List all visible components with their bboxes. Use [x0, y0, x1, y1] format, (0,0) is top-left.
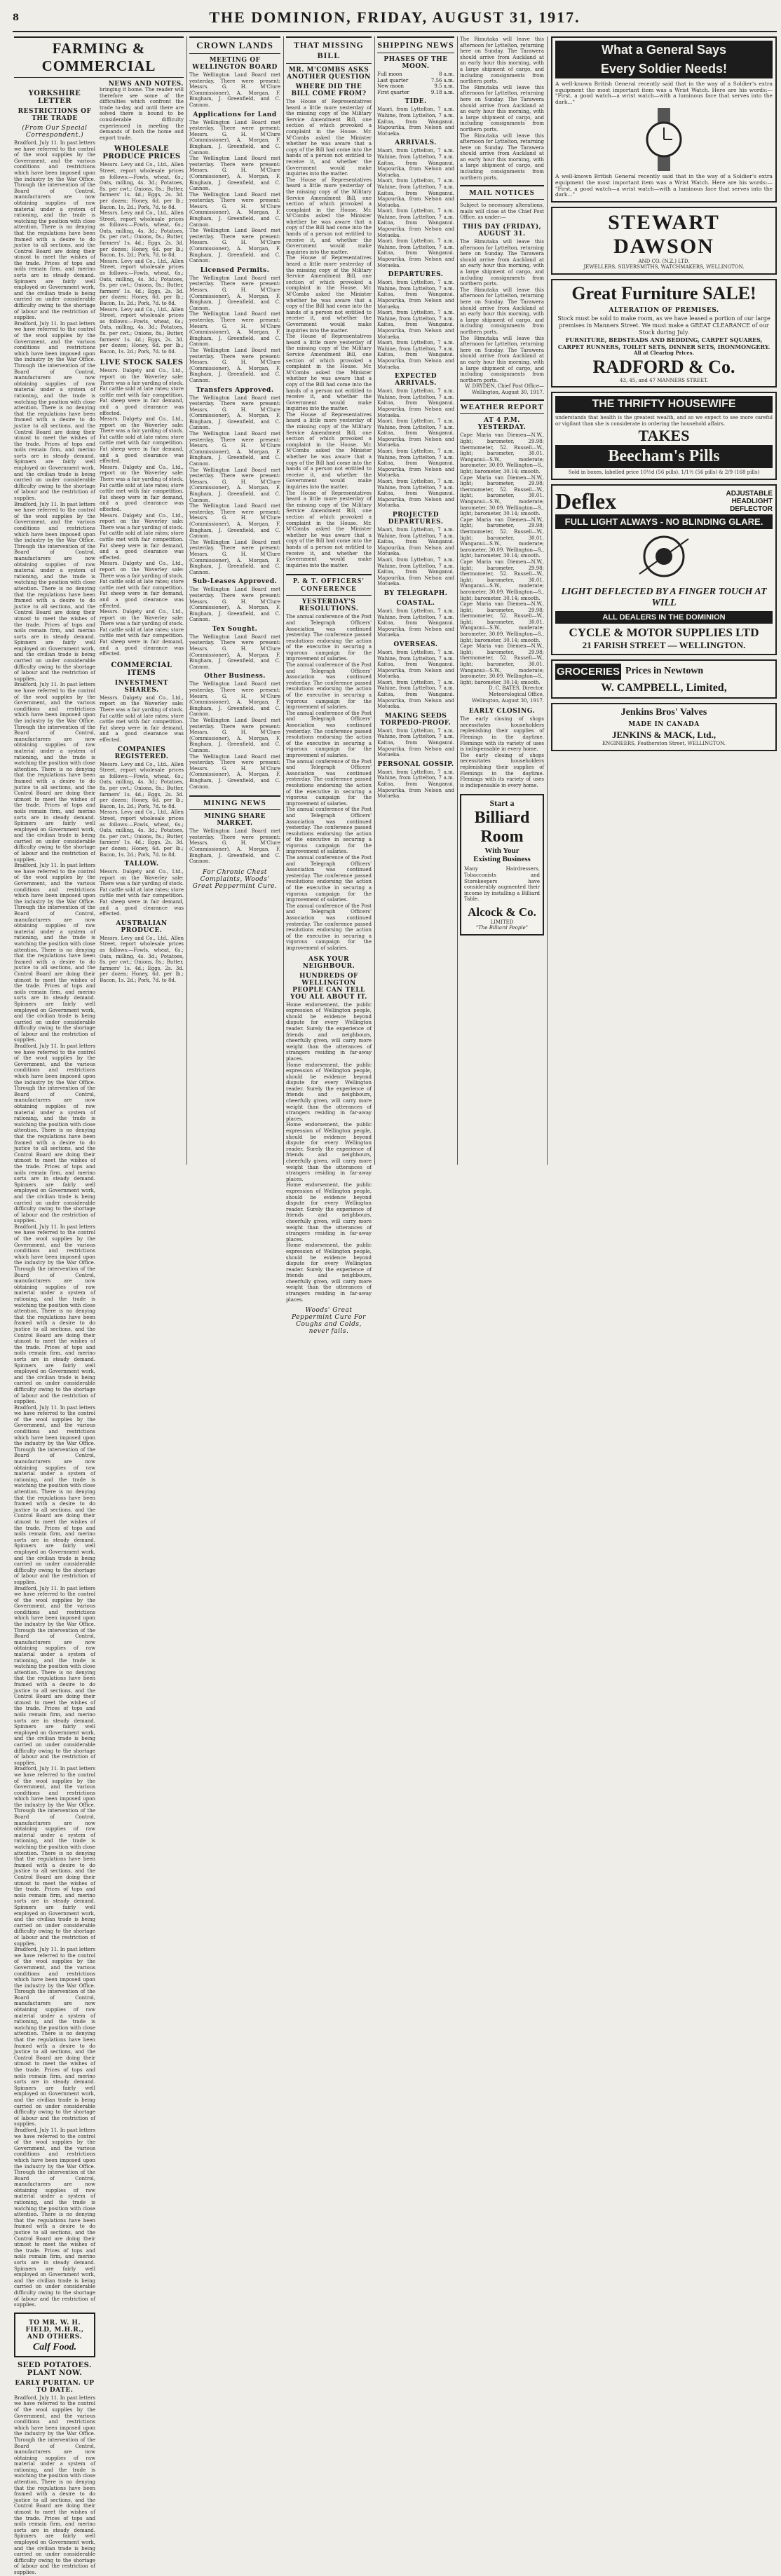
article-body: The Wellington Land Board met yesterday. There were present: Messrs. G. H. M'Clure (Commissioner), A. Morgan, F. Bingham, J. Greenfield, and C. Cannon. [189, 72, 280, 108]
article-body: Messrs. Levy and Co., Ltd., Allen Street, report wholesale prices as follows:—Fowls, wheat, 6s.; Oats, milling, 4s. 3d.; Potatoes, 8s. per cwt.; Onions, 8s.; Butter, farmers' 1s. 4d.; Eggs, 2s. 3d. per dozen; Honey, 6d. per lb.; Bacon, 1s. 2d.; Pork, 7d. to 8d. [100, 258, 184, 306]
article-body: The Wellington Land Board met yesterday. There were present: Messrs. G. H. M'Clure (Commissioner), A. Morgan, F. Bingham, J. Greenfield, and C. Cannon. [189, 467, 280, 503]
article-body: The Rimutaka will leave this afternoon for Lyttelton, returning here on Sunday. The Tarawera should arrive from Auckland at an early hour this morning, with a large shipment of cargo, and including consignments from northern ports. [460, 36, 544, 85]
article-subhead: MAKING SEEDS TORPEDO-PROOF. [380, 712, 451, 727]
article-body: Bradford, July 11. In past letters we have referred to the control of the wool supplies by the Government, and the various conditions and restrictions which have been imposed upon the industry by the War Office. Through the intervention of the Board of Control, manufacturers are now obtaining supplies of raw material under a system of rationing, and the trade is watching the position with close attention. There is no denying that the regulations have been framed with a desire to do justice to all sections, and the Control Board are doing their utmost to meet the wishes of the trade. Prices of tops and noils remain firm, and merino sorts are in steady demand. Spinners are fairly well employed on Government work, and the civilian trade is being carried on under considerable difficulty owing to the shortage of labour and the restriction of supplies. [14, 320, 95, 502]
article-body: The House of Representatives heard a little more yesterday of the missing copy of the Military Service Amendment Bill, one section of which provoked a complaint in the House. Mr. M'Combs asked the Minister whether he was aware that a copy of the Bill had come into the hands of a person not entitled to receive it, and whether the Government would make inquiries into the matter. [286, 255, 372, 334]
advertisement-column [551, 36, 777, 1165]
article-subhead: INVESTMENT SHARES. [114, 679, 169, 694]
article-body: The Wellington Land Board met yesterday. There were present: Messrs. G. H. M'Clure (Commissioner), A. Morgan, F. Bingham, J. Greenfield, and C. Cannon. [189, 156, 280, 192]
article-body: The Rimutaka will leave this afternoon for Lyttelton, returning here on Sunday. The Tarawera should arrive from Auckland at an early hour this morning, with a large shipment of cargo, and including consignments from northern ports. [460, 287, 544, 335]
article-body: Bradford, July 11. In past letters we have referred to the control of the wool supplies by the Government, and the various conditions and restrictions which have been imposed upon the industry by the War Office. Through the intervention of the Board of Control, manufacturers are now obtaining supplies of raw material under a system of rationing, and the trade is watching the position with close attention. There is no denying that the regulations have been framed with a desire to do justice to all sections, and the Control Board are doing their utmost to meet the wishes of the trade. Prices of tops and noils remain firm, and merino sorts are in steady demand. Spinners are fairly well employed on Government work, and the civilian trade is being carried on under considerable difficulty owing to the shortage of labour and the restriction of supplies. [14, 140, 95, 321]
article-body: The annual conference of the Post and Telegraph Officers' Association was continued yesterday. The conference passed resolutions endorsing the action of the executive in securing a vigorous campaign for the improvement of salaries. [286, 855, 372, 903]
ad-heading: SEED POTATOES. PLANT NOW. [17, 2361, 93, 2377]
groceries-ad: GROCERIES Prices in Newtown W. CAMPBELL, Limited, [551, 659, 777, 699]
signoff: D. C. BATES, Director. Meteorological Office, Wellington, August 30, 1917. [471, 685, 544, 704]
article-body: Maori, from Lyttelton, 7 a.m. Wahine, from Lyttelton, 7 a.m. Kaitoa, from Wanganui. Mapourika, from Nelson and Motueka. [377, 556, 454, 587]
article-body: Bradford, July 11. In past letters we have referred to the control of the wool supplies by the Government, and the various conditions and restrictions which have been imposed upon the industry by the War Office. Through the intervention of the Board of Control, manufacturers are now obtaining supplies of raw material under a system of rationing, and the trade is watching the position with close attention. There is no denying that the regulations have been framed with a desire to do justice to all sections, and the Control Board are doing their utmost to meet the wishes of the trade. Prices of tops and noils remain firm, and merino sorts are in steady demand. Spinners are fairly well employed on Government work, and the civilian trade is being carried on under considerable difficulty owing to the shortage of labour and the restriction of supplies. [14, 1947, 95, 2128]
article-body: The Rimutaka will leave this afternoon for Lyttelton, returning here on Sunday. The Tarawera should arrive from Auckland at an early hour this morning, with a large shipment of cargo, and including consignments from northern ports. [460, 84, 544, 132]
article-body: Messrs. Dalgety and Co., Ltd., report on the Waverley sale: There was a fair yarding of stock. Fat cattle sold at late rates; store cattle met with fair competition. Fat sheep were in fair demand, and a good clearance was effected. [100, 416, 184, 465]
ad-heading: TO MR. W. H. FIELD, M.H.R., AND OTHERS. [25, 2319, 84, 2341]
article-body: Maori, from Lyttelton, 7 a.m. Wahine, from Lyttelton, 7 a.m. Kaitoa, from Wanganui. Mapourika, from Nelson and Motueka. [377, 527, 454, 557]
article-body: The Rimutaka will leave this afternoon for Lyttelton, returning here on Sunday. The Tarawera should arrive from Auckland at an early hour this morning, with a large shipment of cargo, and including consignments from northern ports. [460, 239, 544, 287]
signoff: W. DRYDEN, Chief Post Office—Wellington, August 30, 1917. [465, 383, 544, 395]
article-headline: LIVE STOCK SALES [100, 359, 184, 367]
article-body: Home endorsement, the public expression of Wellington people, should be evidence beyond dispute for every Wellington reader. Surely the experience of friends and neighbours, cheerfully given, will carry more weight than the utterances of strangers residing in far-away places. [286, 1001, 372, 1062]
article-headline: WHOLESALE PRODUCE PRICES [102, 145, 181, 161]
article-body: Maori, from Lyttelton, 7 a.m. Wahine, from Lyttelton, 7 a.m. Kaitoa, from Wanganui. Mapourika, from Nelson and Motueka. [377, 479, 454, 509]
moon-phase-row: Last quarter 7.56 a.m. [377, 77, 454, 83]
article-body: Bradford, July 11. In past letters we have referred to the control of the wool supplies by the Government, and the various conditions and restrictions which have been imposed upon the industry by the War Office. Through the intervention of the Board of Control, manufacturers are now obtaining supplies of raw material under a system of rationing, and the trade is watching the position with close attention. There is no denying that the regulations have been framed with a desire to do justice to all sections, and the Control Board are doing their utmost to meet the wishes of the trade. Prices of tops and noils remain firm, and merino sorts are in steady demand. Spinners are fairly well employed on Government work, and the civilian trade is being carried on under considerable difficulty owing to the shortage of labour and the restriction of supplies. [14, 1404, 95, 1585]
article-subhead: Applications for Land [193, 111, 277, 118]
article-body: Cape Maria van Diemen—N.W., light; barometer, 29.98; thermometer, 52. Russell—W., light; barometer, 30.01. Wanganui—S.W., moderate; barometer, 30.09. Wellington—S., light; barometer, 30.14; smooth. [460, 559, 544, 601]
masthead [13, 4, 777, 32]
article-body: Messrs. Levy and Co., Ltd., Allen Street, report wholesale prices as follows:—Fowls, wheat, 6s.; Oats, milling, 4s. 3d.; Potatoes, 8s. per cwt.; Onions, 8s.; Butter, farmers' 1s. 4d.; Eggs, 2s. 3d. per dozen; Honey, 6d. per lb.; Bacon, 1s. 2d.; Pork, 7d. to 8d. [100, 935, 184, 983]
article-subhead: EARLY CLOSING. [468, 708, 536, 715]
article-subhead: OVERSEAS. [393, 640, 438, 648]
section-heading: MINING NEWS [189, 795, 280, 810]
article-subhead: AUSTRALIAN PRODUCE. [116, 919, 168, 934]
article-subhead: YESTERDAY'S RESOLUTIONS. [299, 598, 359, 613]
article-headline: COMMERCIAL ITEMS [111, 661, 172, 677]
page-number: 8 [13, 12, 20, 23]
column-rule [547, 36, 548, 1165]
crown-lands-column [189, 36, 280, 1165]
column-rule [283, 36, 284, 1165]
wristwatch-icon [639, 108, 688, 171]
article-body: Maori, from Lyttelton, 7 a.m. Wahine, from Lyttelton, 7 a.m. Kaitoa, from Wanganui. Mapourika, from Nelson and Motueka. [377, 388, 454, 418]
article-subhead: HUNDREDS OF WELLINGTON PEOPLE CAN TELL YOU ALL ABOUT IT. [290, 972, 367, 1001]
article-body: The Wellington Land Board met yesterday. There were present: Messrs. G. H. M'Clure (Commissioner), A. Morgan, F. Bingham, J. Greenfield, and C. Cannon. [189, 275, 280, 311]
article-body: Messrs. Dalgety and Co., Ltd., report on the Waverley sale: There was a fair yarding of stock. Fat cattle sold at late rates; store cattle met with fair competition. Fat sheep were in fair demand, and a good clearance was effected. [100, 368, 184, 416]
calf-food-ad: TO MR. W. H. FIELD, M.H.R., AND OTHERS. Calf Food. [14, 2313, 95, 2357]
article-headline: ASK YOUR NEIGHBOUR. [302, 955, 355, 970]
article-body: Messrs. Dalgety and Co., Ltd., report on the Waverley sale: There was a fair yarding of stock. Fat cattle sold at late rates; store cattle met with fair competition. Fat sheep were in fair demand, and a good clearance was effected. [100, 694, 184, 743]
article-body: Maori, from Lyttelton, 7 a.m. Wahine, from Lyttelton, 7 a.m. Kaitoa, from Wanganui. Mapourika, from Nelson and Motueka. [377, 280, 454, 310]
article-subhead: MR. M'COMBS ASKS ANOTHER QUESTION [287, 67, 371, 81]
article-body: Maori, from Lyttelton, 7 a.m. Wahine, from Lyttelton, 7 a.m. Kaitoa, from Wanganui. Mapourika, from Nelson and Motueka. [377, 649, 454, 680]
article-body: Bradford, July 11. In past letters we have referred to the control of the wool supplies by the Government, and the various conditions and restrictions which have been imposed upon the industry by the War Office. Through the intervention of the Board of Control, manufacturers are now obtaining supplies of raw material under a system of rationing, and the trade is watching the position with close attention. There is no denying that the regulations have been framed with a desire to do justice to all sections, and the Control Board are doing their utmost to meet the wishes of the trade. Prices of tops and noils remain firm, and merino sorts are in steady demand. Spinners are fairly well employed on Government work, and the civilian trade is being carried on under considerable difficulty owing to the shortage of labour and the restriction of supplies. [14, 1585, 95, 1766]
section-heading: THAT MISSING BILL [286, 36, 372, 64]
headlight-icon [625, 532, 702, 581]
article-body: The House of Representatives heard a little more yesterday of the missing copy of the Military Service Amendment Bill, one section of which provoked a complaint in the House. Mr. M'Combs asked the Minister whether he was aware that a copy of the Bill had come into the hands of a person not entitled to receive it, and whether the Government would make inquiries into the matter. [286, 99, 372, 177]
byline: (From Our Special Correspondent.) [22, 125, 88, 139]
article-body: The annual conference of the Post and Telegraph Officers' Association was continued yesterday. The conference passed resolutions endorsing the action of the executive in securing a vigorous campaign for the improvement of salaries. [286, 614, 372, 662]
beechams-pills-ad: THE THRIFTY HOUSEWIFE understands that health is the greatest wealth, and so we expect to see more careful or vigilant than she is considerate in ordering the household affairs. TAKES Beecham's Pills Sold in boxes, labelled price 10½d (56 pills), 1/1½ (56 pills) & 2/9 (168 pills) [551, 392, 777, 480]
article-body: The Wellington Land Board met yesterday. There were present: Messrs. G. H. M'Clure (Commissioner), A. Morgan, F. Bingham, J. Greenfield, and C. Cannon. [189, 119, 280, 156]
article-body: Maori, from Lyttelton, 7 a.m. Wahine, from Lyttelton, 7 a.m. Kaitoa, from Wanganui. Mapourika, from Nelson and Motueka. [377, 418, 454, 448]
billiard-ad: Start a Billiard Room With Your Existing Business Many Hairdressers, Tobacconists and Storekeepers have considerably augmented their income by installing a Billiard Table. Alcock & Co. LIMITED "The Billiard People" [460, 794, 544, 936]
article-body: The annual conference of the Post and Telegraph Officers' Association was continued yesterday. The conference passed resolutions endorsing the action of the executive in securing a vigorous campaign for the improvement of salaries. [286, 662, 372, 711]
article-body: The Wellington Land Board met yesterday. There were present: Messrs. G. H. M'Clure (Commissioner), A. Morgan, F. Bingham, J. Greenfield, and C. Cannon. [189, 587, 280, 623]
moon-phase-row: Full moon 8 a.m. [377, 71, 454, 77]
article-body: Maori, from Lyttelton, 7 a.m. Wahine, from Lyttelton, 7 a.m. Kaitoa, from Wanganui. Mapourika, from Nelson and Motueka. [377, 310, 454, 340]
article-body: The Wellington Land Board met yesterday. There were present: Messrs. G. H. M'Clure (Commissioner), A. Morgan, F. Bingham, J. Greenfield, and C. Cannon. [189, 311, 280, 348]
article-body: Home endorsement, the public expression of Wellington people, should be evidence beyond dispute for every Wellington reader. Surely the experience of friends and neighbours, cheerfully given, will carry more weight than the utterances of strangers residing in far-away places. [286, 1242, 372, 1303]
article-body: Home endorsement, the public expression of Wellington people, should be evidence beyond dispute for every Wellington reader. Surely the experience of friends and neighbours, cheerfully given, will carry more weight than the utterances of strangers residing in far-away places. [286, 1122, 372, 1182]
article-body: The Wellington Land Board met yesterday. There were present: Messrs. G. H. M'Clure (Commissioner), A. Morgan, F. Bingham, J. Greenfield, and C. Cannon. [189, 503, 280, 540]
article-subhead: AT 4 P.M. YESTERDAY. [477, 417, 527, 432]
article-subhead: COMPANIES REGISTERED. [114, 746, 169, 760]
article-subhead: PROJECTED DEPARTURES. [388, 512, 444, 526]
article-body: Cape Maria van Diemen—N.W., light; barometer, 29.98; thermometer, 52. Russell—W., light; barometer, 30.01. Wanganui—S.W., moderate; barometer, 30.09. Wellington—S., light; barometer, 30.14; smooth. [460, 601, 544, 643]
article-body: Cape Maria van Diemen—N.W., light; barometer, 29.98; thermometer, 52. Russell—W., light; barometer, 30.01. Wanganui—S.W., moderate; barometer, 30.09. Wellington—S., light; barometer, 30.14; smooth. [460, 643, 544, 685]
moon-phase-row: New moon 9.5 a.m. [377, 83, 454, 90]
article-body: The Wellington Land Board met yesterday. There were present: Messrs. G. H. M'Clure (Commissioner), A. Morgan, F. Bingham, J. Greenfield, and C. Cannon. [189, 828, 280, 865]
article-body: Home endorsement, the public expression of Wellington people, should be evidence beyond dispute for every Wellington reader. Surely the experience of friends and neighbours, cheerfully given, will carry more weight than the utterances of strangers residing in far-away places. [286, 1062, 372, 1122]
shipping-news-column [377, 36, 454, 1165]
stewart-dawson-ad: STEWART DAWSON AND CO. (N.Z.) LTD. JEWELLERS, SILVERSMITHS, WATCHMAKERS, WELLINGTON. [551, 207, 777, 275]
article-body: Bradford, July 11. In past letters we have referred to the control of the wool supplies by the Government, and the various conditions and restrictions which have been imposed upon the industry by the War Office. Through the intervention of the Board of Control, manufacturers are now obtaining supplies of raw material under a system of rationing, and the trade is watching the position with close attention. There is no denying that the regulations have been framed with a desire to do justice to all sections, and the Control Board are doing their utmost to meet the wishes of the trade. Prices of tops and noils remain firm, and merino sorts are in steady demand. Spinners are fairly well employed on Government work, and the civilian trade is being carried on under considerable difficulty owing to the shortage of labour and the restriction of supplies. [14, 2395, 95, 2575]
article-subhead: Licensed Permits. [200, 266, 270, 274]
article-subhead: THIS DAY (FRIDAY), AUGUST 31. [462, 224, 542, 238]
article-body: Maori, from Lyttelton, 7 a.m. Wahine, from Lyttelton, 7 a.m. Kaitoa, from Wanganui. Mapourika, from Nelson and Motueka. [377, 448, 454, 479]
article-body: The House of Representatives heard a little more yesterday of the missing copy of the Military Service Amendment Bill, one section of which provoked a complaint in the House. Mr. M'Combs asked the Minister whether he was aware that a copy of the Bill had come into the hands of a person not entitled to receive it, and whether the Government would make inquiries into the matter. [286, 411, 372, 490]
section-heading: FARMING & COMMERCIAL [14, 36, 184, 78]
article-body: Bradford, July 11. In past letters we have referred to the control of the wool supplies by the Government, and the various conditions and restrictions which have been imposed upon the industry by the War Office. Through the intervention of the Board of Control, manufacturers are now obtaining supplies of raw material under a system of rationing, and the trade is watching the position with close attention. There is no denying that the regulations have been framed with a desire to do justice to all sections, and the Control Board are doing their utmost to meet the wishes of the trade. Prices of tops and noils remain firm, and merino sorts are in steady demand. Spinners are fairly well employed on Government work, and the civilian trade is being carried on under considerable difficulty owing to the shortage of labour and the restriction of supplies. [14, 1043, 95, 1224]
article-body: The House of Representatives heard a little more yesterday of the missing copy of the Military Service Amendment Bill, one section of which provoked a complaint in the House. Mr. M'Combs asked the Minister whether he was aware that a copy of the Bill had come into the hands of a person not entitled to receive it, and whether the Government would make inquiries into the matter. [286, 334, 372, 412]
article-body: Bradford, July 11. In past letters we have referred to the control of the wool supplies by the Government, and the various conditions and restrictions which have been imposed upon the industry by the War Office. Through the intervention of the Board of Control, manufacturers are now obtaining supplies of raw material under a system of rationing, and the trade is watching the position with close attention. There is no denying that the regulations have been framed with a desire to do justice to all sections, and the Control Board are doing their utmost to meet the wishes of the trade. Prices of tops and noils remain firm, and merino sorts are in steady demand. Spinners are fairly well employed on Government work, and the civilian trade is being carried on under considerable difficulty owing to the shortage of labour and the restriction of supplies. [14, 2127, 95, 2308]
article-body: Messrs. Dalgety and Co., Ltd., report on the Waverley sale: There was a fair yarding of stock. Fat cattle sold at late rates; store cattle met with fair competition. Fat sheep were in fair demand, and a good clearance was effected. [100, 561, 184, 609]
article-body: Messrs. Dalgety and Co., Ltd., report on the Waverley sale: There was a fair yarding of stock. Fat cattle sold at late rates; store cattle met with fair competition. Fat sheep were in fair demand, and a good clearance was effected. [100, 512, 184, 561]
mail-weather-column [460, 36, 544, 1165]
article-body: Messrs. Levy and Co., Ltd., Allen Street, report wholesale prices as follows:—Fowls, wheat, 6s.; Oats, milling, 4s. 3d.; Potatoes, 8s. per cwt.; Onions, 8s.; Butter, farmers' 1s. 4d.; Eggs, 2s. 3d. per dozen; Honey, 6d. per lb.; Bacon, 1s. 2d.; Pork, 7d. to 8d. [100, 809, 184, 858]
article-subhead: Sub-Leases Approved. [192, 578, 278, 586]
article-subhead: Tex Sought. [212, 625, 258, 633]
article-subhead: RESTRICTIONS OF THE TRADE [18, 108, 92, 122]
article-body: The Wellington Land Board met yesterday. There were present: Messrs. G. H. M'Clure (Commissioner), A. Morgan, F. Bingham, J. Greenfield, and C. Cannon. [189, 228, 280, 264]
article-body: Maori, from Lyttelton, 7 a.m. Wahine, from Lyttelton, 7 a.m. Kaitoa, from Wanganui. Mapourika, from Nelson and Motueka. [377, 107, 454, 137]
article-body: Messrs. Levy and Co., Ltd., Allen Street, report wholesale prices as follows:—Fowls, wheat, 6s.; Oats, milling, 4s. 3d.; Potatoes, 8s. per cwt.; Onions, 8s.; Butter, farmers' 1s. 4d.; Eggs, 2s. 3d. per dozen; Honey, 6d. per lb.; Bacon, 1s. 2d.; Pork, 7d. to 8d. [100, 162, 184, 210]
wrist-watch-ad: What a General Says Every Soldier Needs! A well-known British General recently said that in the way of a Soldier's extra equipment the most important item was a Wrist Watch. Here are his words:— "First, a good watch—a wrist watch—with a luminous face that serves into the dark..." A well-known British General recently said that in the way of a Soldier's extra equipment the most important item was a Wrist Watch. Here are his words:— "First, a good watch—a wrist watch—with a luminous face that serves into the dark..." [551, 36, 777, 203]
article-headline: YORKSHIRE LETTER [28, 90, 81, 105]
article-subhead: TIDE. [405, 98, 427, 106]
moon-phase-row: First quarter 9.18 a.m. [377, 89, 454, 95]
article-body: Cape Maria van Diemen—N.W., light; barometer, 29.98; thermometer, 52. Russell—W., light; barometer, 30.01. Wanganui—S.W., moderate; barometer, 30.09. Wellington—S., light; barometer, 30.14; smooth. [460, 516, 544, 559]
article-body: Maori, from Lyttelton, 7 a.m. Wahine, from Lyttelton, 7 a.m. Kaitoa, from Wanganui. Mapourika, from Nelson and Motueka. [377, 208, 454, 238]
newspaper-title: THE DOMINION, FRIDAY, AUGUST 31, 1917. [209, 8, 580, 26]
article-body: Maori, from Lyttelton, 7 a.m. Wahine, from Lyttelton, 7 a.m. Kaitoa, from Wanganui. Mapourika, from Nelson and Motueka. [377, 178, 454, 208]
article-subhead: WHERE DID THE BILL COME FROM? [291, 83, 367, 97]
article-body: The annual conference of the Post and Telegraph Officers' Association was continued yesterday. The conference passed resolutions endorsing the action of the executive in securing a vigorous campaign for the improvement of salaries. [286, 903, 372, 951]
article-body: Maori, from Lyttelton, 7 a.m. Wahine, from Lyttelton, 7 a.m. Kaitoa, from Wanganui. Mapourika, from Nelson and Motueka. [377, 727, 454, 758]
article-body: The Wellington Land Board met yesterday. There were present: Messrs. G. H. M'Clure (Commissioner), A. Morgan, F. Bingham, J. Greenfield, and C. Cannon. [189, 191, 280, 228]
article-body: The early closing of shops necessitates householders replenishing their supplies of Flemings in the daytime. Flemings with its variety of uses is indispensable in every home. [460, 752, 544, 788]
article-body: Bradford, July 11. In past letters we have referred to the control of the wool supplies by the Government, and the various conditions and restrictions which have been imposed upon the industry by the War Office. Through the intervention of the Board of Control, manufacturers are now obtaining supplies of raw material under a system of rationing, and the trade is watching the position with close attention. There is no denying that the regulations have been framed with a desire to do justice to all sections, and the Control Board are doing their utmost to meet the wishes of the trade. Prices of tops and noils remain firm, and merino sorts are in steady demand. Spinners are fairly well employed on Government work, and the civilian trade is being carried on under considerable difficulty owing to the shortage of labour and the restriction of supplies. [14, 682, 95, 863]
article-subhead: TALLOW. [124, 861, 159, 868]
column-rule [457, 36, 458, 1165]
article-subhead: COASTAL. [396, 599, 435, 607]
article-body: The Wellington Land Board met yesterday. There were present: Messrs. G. H. M'Clure (Commissioner), A. Morgan, F. Bingham, J. Greenfield, and C. Cannon. [189, 753, 280, 790]
article-body: Maori, from Lyttelton, 7 a.m. Wahine, from Lyttelton, 7 a.m. Kaitoa, from Wanganui. Mapourika, from Nelson and Motueka. [377, 238, 454, 268]
article-body: Maori, from Lyttelton, 7 a.m. Wahine, from Lyttelton, 7 a.m. Kaitoa, from Wanganui. Mapourika, from Nelson and Motueka. [377, 769, 454, 800]
produce-column [100, 87, 184, 1215]
article-body: The Wellington Land Board met yesterday. There were present: Messrs. G. H. M'Clure (Commissioner), A. Morgan, F. Bingham, J. Greenfield, and C. Cannon. [189, 539, 280, 575]
article-body: Messrs. Levy and Co., Ltd., Allen Street, report wholesale prices as follows:—Fowls, wheat, 6s.; Oats, milling, 4s. 3d.; Potatoes, 8s. per cwt.; Onions, 8s.; Butter, farmers' 1s. 4d.; Eggs, 2s. 3d. per dozen; Honey, 6d. per lb.; Bacon, 1s. 2d.; Pork, 7d. to 8d. [100, 306, 184, 355]
article-body: The Wellington Land Board met yesterday. There were present: Messrs. G. H. M'Clure (Commissioner), A. Morgan, F. Bingham, J. Greenfield, and C. Cannon. [189, 431, 280, 467]
article-subhead: DEPARTURES. [388, 271, 444, 279]
article-body: Home endorsement, the public expression of Wellington people, should be evidence beyond dispute for every Wellington reader. Surely the experience of friends and neighbours, cheerfully given, will carry more weight than the utterances of strangers residing in far-away places. [286, 1182, 372, 1242]
article-body: The Wellington Land Board met yesterday. There were present: Messrs. G. H. M'Clure (Commissioner), A. Morgan, F. Bingham, J. Greenfield, and C. Cannon. [189, 681, 280, 718]
article-body: The Wellington Land Board met yesterday. There were present: Messrs. G. H. M'Clure (Commissioner), A. Morgan, F. Bingham, J. Greenfield, and C. Cannon. [189, 395, 280, 431]
advert-line: Woods' Great Peppermint Cure For Coughs and Colds, never fails. [292, 1307, 366, 1336]
article-body: The annual conference of the Post and Telegraph Officers' Association was continued yesterday. The conference passed resolutions endorsing the action of the executive in securing a vigorous campaign for the improvement of salaries. [286, 710, 372, 758]
section-heading: SHIPPING NEWS [377, 36, 454, 53]
article-body: Messrs. Levy and Co., Ltd., Allen Street, report wholesale prices as follows:—Fowls, wheat, 6s.; Oats, milling, 4s. 3d.; Potatoes, 8s. per cwt.; Onions, 8s.; Butter, farmers' 1s. 4d.; Eggs, 2s. 3d. per dozen; Honey, 6d. per lb.; Bacon, 1s. 2d.; Pork, 7d. to 8d. [100, 761, 184, 809]
article-body: The Rimutaka will leave this afternoon for Lyttelton, returning here on Sunday. The Tarawera should arrive from Auckland at an early hour this morning, with a large shipment of cargo, and including consignments from northern ports. [460, 335, 544, 383]
section-heading: CROWN LANDS [189, 36, 280, 54]
article-body: The early closing of shops necessitates householders replenishing their supplies of Flemings in the daytime. Flemings with its variety of uses is indispensable in every home. [460, 716, 544, 753]
advert-line: For Chronic Chest Complaints, Woods' Great Peppermint Cure. [192, 868, 278, 890]
article-body: The Wellington Land Board met yesterday. There were present: Messrs. G. H. M'Clure (Commissioner), A. Morgan, F. Bingham, J. Greenfield, and C. Cannon. [189, 633, 280, 670]
yorkshire-letter-column [14, 87, 95, 2575]
article-subhead: PHASES OF THE MOON. [383, 56, 448, 70]
article-subhead: ARRIVALS. [395, 139, 437, 147]
section-heading: WEATHER REPORT [460, 399, 544, 414]
article-subhead: EXPECTED ARRIVALS. [395, 373, 437, 388]
article-body: Messrs. Dalgety and Co., Ltd., report on the Waverley sale: There was a fair yarding of stock. Fat cattle sold at late rates; store cattle met with fair competition. Fat sheep were in fair demand, and a good clearance was effected. [100, 869, 184, 917]
article-body: Maori, from Lyttelton, 7 a.m. Wahine, from Lyttelton, 7 a.m. Kaitoa, from Wanganui. Mapourika, from Nelson and Motueka. [377, 679, 454, 710]
furniture-sale-ad: Great Furniture SALE! ALTERATION OF PREMISES. Stock must be sold to make room, as we have leased a portion of our large premises in Manners Street. We must make a GREAT CLEARANCE of our Stock during July. FURNITURE, BEDSTEADS AND BEDDING, CARPET SQUARES, CARPET RUNNERS, TOILET SETS, DINNER SETS, IRONMONGERY. All at Clearing Prices. RADFORD & Co. 43, 45, and 47 MANNERS STREET. [551, 279, 777, 388]
article-body: The annual conference of the Post and Telegraph Officers' Association was continued yesterday. The conference passed resolutions endorsing the action of the executive in securing a vigorous campaign for the improvement of salaries. [286, 807, 372, 855]
column-rule [374, 36, 375, 1165]
article-subhead: PERSONAL GOSSIP. [377, 760, 454, 768]
article-body: bringing it home. The reader will therefore see some of the difficulties which confront the trade to-day, and until there are solved there is bound to be considerable difficulty experienced in meeting the demands of both the home and export trade. [100, 87, 184, 141]
article-body: Messrs. Dalgety and Co., Ltd., report on the Waverley sale: There was a fair yarding of stock. Fat cattle sold at late rates; store cattle met with fair competition. Fat sheep were in fair demand, and a good clearance was effected. [100, 609, 184, 657]
missing-bill-column [286, 36, 372, 1336]
article-subhead: Transfers Approved. [196, 386, 274, 394]
article-subhead: MINING SHARE MARKET. [204, 813, 266, 828]
article-body: The House of Representatives heard a little more yesterday of the missing copy of the Military Service Amendment Bill, one section of which provoked a complaint in the House. Mr. M'Combs asked the Minister whether he was aware that a copy of the Bill had come into the hands of a person not entitled to receive it, and whether the Government would make inquiries into the matter. [286, 177, 372, 255]
section-heading: MAIL NOTICES [460, 185, 544, 200]
article-body: Bradford, July 11. In past letters we have referred to the control of the wool supplies by the Government, and the various conditions and restrictions which have been imposed upon the industry by the War Office. Through the intervention of the Board of Control, manufacturers are now obtaining supplies of raw material under a system of rationing, and the trade is watching the position with close attention. There is no denying that the regulations have been framed with a desire to do justice to all sections, and the Control Board are doing their utmost to meet the wishes of the trade. Prices of tops and noils remain firm, and merino sorts are in steady demand. Spinners are fairly well employed on Government work, and the civilian trade is being carried on under considerable difficulty owing to the shortage of labour and the restriction of supplies. [14, 1224, 95, 1405]
article-body: Bradford, July 11. In past letters we have referred to the control of the wool supplies by the Government, and the various conditions and restrictions which have been imposed upon the industry by the War Office. Through the intervention of the Board of Control, manufacturers are now obtaining supplies of raw material under a system of rationing, and the trade is watching the position with close attention. There is no denying that the regulations have been framed with a desire to do justice to all sections, and the Control Board are doing their utmost to meet the wishes of the trade. Prices of tops and noils remain firm, and merino sorts are in steady demand. Spinners are fairly well employed on Government work, and the civilian trade is being carried on under considerable difficulty owing to the shortage of labour and the restriction of supplies. [14, 863, 95, 1043]
article-body: Cape Maria van Diemen—N.W., light; barometer, 29.98; thermometer, 52. Russell—W., light; barometer, 30.01. Wanganui—S.W., moderate; barometer, 30.09. Wellington—S., light; barometer, 30.14; smooth. [460, 432, 544, 475]
article-body: Messrs. Levy and Co., Ltd., Allen Street, report wholesale prices as follows:—Fowls, wheat, 6s.; Oats, milling, 4s. 3d.; Potatoes, 8s. per cwt.; Onions, 8s.; Butter, farmers' 1s. 4d.; Eggs, 2s. 3d. per dozen; Honey, 6d. per lb.; Bacon, 1s. 2d.; Pork, 7d. to 8d. [100, 210, 184, 259]
ad-subheading: EARLY PURITAN. UP TO DATE. [15, 2379, 95, 2394]
subheading: NEWS AND NOTES. [108, 81, 184, 88]
deflex-headlight-ad: Deflex ADJUSTABLE HEADLIGHT DEFLECTOR FULL LIGHT ALWAYS - NO BLINDING GLARE. LIGHT DEFLECTED BY A FINGER TOUCH AT WILL ALL DEALERS IN THE DOMINION CYCLE & MOTOR SUPPLIES LTD 21 FARISH STREET — WELLINGTON. [551, 484, 777, 655]
article-body: Bradford, July 11. In past letters we have referred to the control of the wool supplies by the Government, and the various conditions and restrictions which have been imposed upon the industry by the War Office. Through the intervention of the Board of Control, manufacturers are now obtaining supplies of raw material under a system of rationing, and the trade is watching the position with close attention. There is no denying that the regulations have been framed with a desire to do justice to all sections, and the Control Board are doing their utmost to meet the wishes of the trade. Prices of tops and noils remain firm, and merino sorts are in steady demand. Spinners are fairly well employed on Government work, and the civilian trade is being carried on under considerable difficulty owing to the shortage of labour and the restriction of supplies. [14, 501, 95, 682]
article-body: The Rimutaka will leave this afternoon for Lyttelton, returning here on Sunday. The Tarawera should arrive from Auckland at an early hour this morning, with a large shipment of cargo, and including consignments from northern ports. [460, 132, 544, 181]
article-subhead: Other Business. [204, 673, 266, 680]
article-body: The Wellington Land Board met yesterday. There were present: Messrs. G. H. M'Clure (Commissioner), A. Morgan, F. Bingham, J. Greenfield, and C. Cannon. [189, 718, 280, 753]
jenkins-valves-ad: Jenkins Bros' Valves MADE IN CANADA JENKINS & MACK, Ltd., ENGINEERS, Featherston Street, WELLINGTON. [551, 703, 777, 751]
article-body: Subject to necessary alterations, mails will close at the Chief Post Office, as under:— [460, 203, 544, 221]
article-body: Bradford, July 11. In past letters we have referred to the control of the wool supplies by the Government, and the various conditions and restrictions which have been imposed upon the industry by the War Office. Through the intervention of the Board of Control, manufacturers are now obtaining supplies of raw material under a system of rationing, and the trade is watching the position with close attention. There is no denying that the regulations have been framed with a desire to do justice to all sections, and the Control Board are doing their utmost to meet the wishes of the trade. Prices of tops and noils remain firm, and merino sorts are in steady demand. Spinners are fairly well employed on Government work, and the civilian trade is being carried on under considerable difficulty owing to the shortage of labour and the restriction of supplies. [14, 1766, 95, 1947]
article-body: Messrs. Dalgety and Co., Ltd., report on the Waverley sale: There was a fair yarding of stock. Fat cattle sold at late rates; store cattle met with fair competition. Fat sheep were in fair demand, and a good clearance was effected. [100, 464, 184, 512]
article-body: The annual conference of the Post and Telegraph Officers' Association was continued yesterday. The conference passed resolutions endorsing the action of the executive in securing a vigorous campaign for the improvement of salaries. [286, 758, 372, 807]
article-body: Maori, from Lyttelton, 7 a.m. Wahine, from Lyttelton, 7 a.m. Kaitoa, from Wanganui. Mapourika, from Nelson and Motueka. [377, 148, 454, 178]
article-body: Cape Maria van Diemen—N.W., light; barometer, 29.98; thermometer, 52. Russell—W., light; barometer, 30.01. Wanganui—S.W., moderate; barometer, 30.09. Wellington—S., light; barometer, 30.14; smooth. [460, 474, 544, 517]
article-subhead: BY TELEGRAPH. [383, 589, 448, 597]
article-body: Maori, from Lyttelton, 7 a.m. Wahine, from Lyttelton, 7 a.m. Kaitoa, from Wanganui. Mapourika, from Nelson and Motueka. [377, 608, 454, 638]
column-rule [186, 36, 187, 1165]
article-body: Maori, from Lyttelton, 7 a.m. Wahine, from Lyttelton, 7 a.m. Kaitoa, from Wanganui. Mapourika, from Nelson and Motueka. [377, 340, 454, 370]
section-heading: P. & T. OFFICERS' CONFERENCE [286, 574, 372, 596]
article-subhead: MEETING OF WELLINGTON BOARD [192, 57, 278, 71]
article-body: The House of Representatives heard a little more yesterday of the missing copy of the Military Service Amendment Bill, one section of which provoked a complaint in the House. Mr. M'Combs asked the Minister whether he was aware that a copy of the Bill had come into the hands of a person not entitled to receive it, and whether the Government would make inquiries into the matter. [286, 490, 372, 568]
article-body: The Wellington Land Board met yesterday. There were present: Messrs. G. H. M'Clure (Commissioner), A. Morgan, F. Bingham, J. Greenfield, and C. Cannon. [189, 347, 280, 383]
